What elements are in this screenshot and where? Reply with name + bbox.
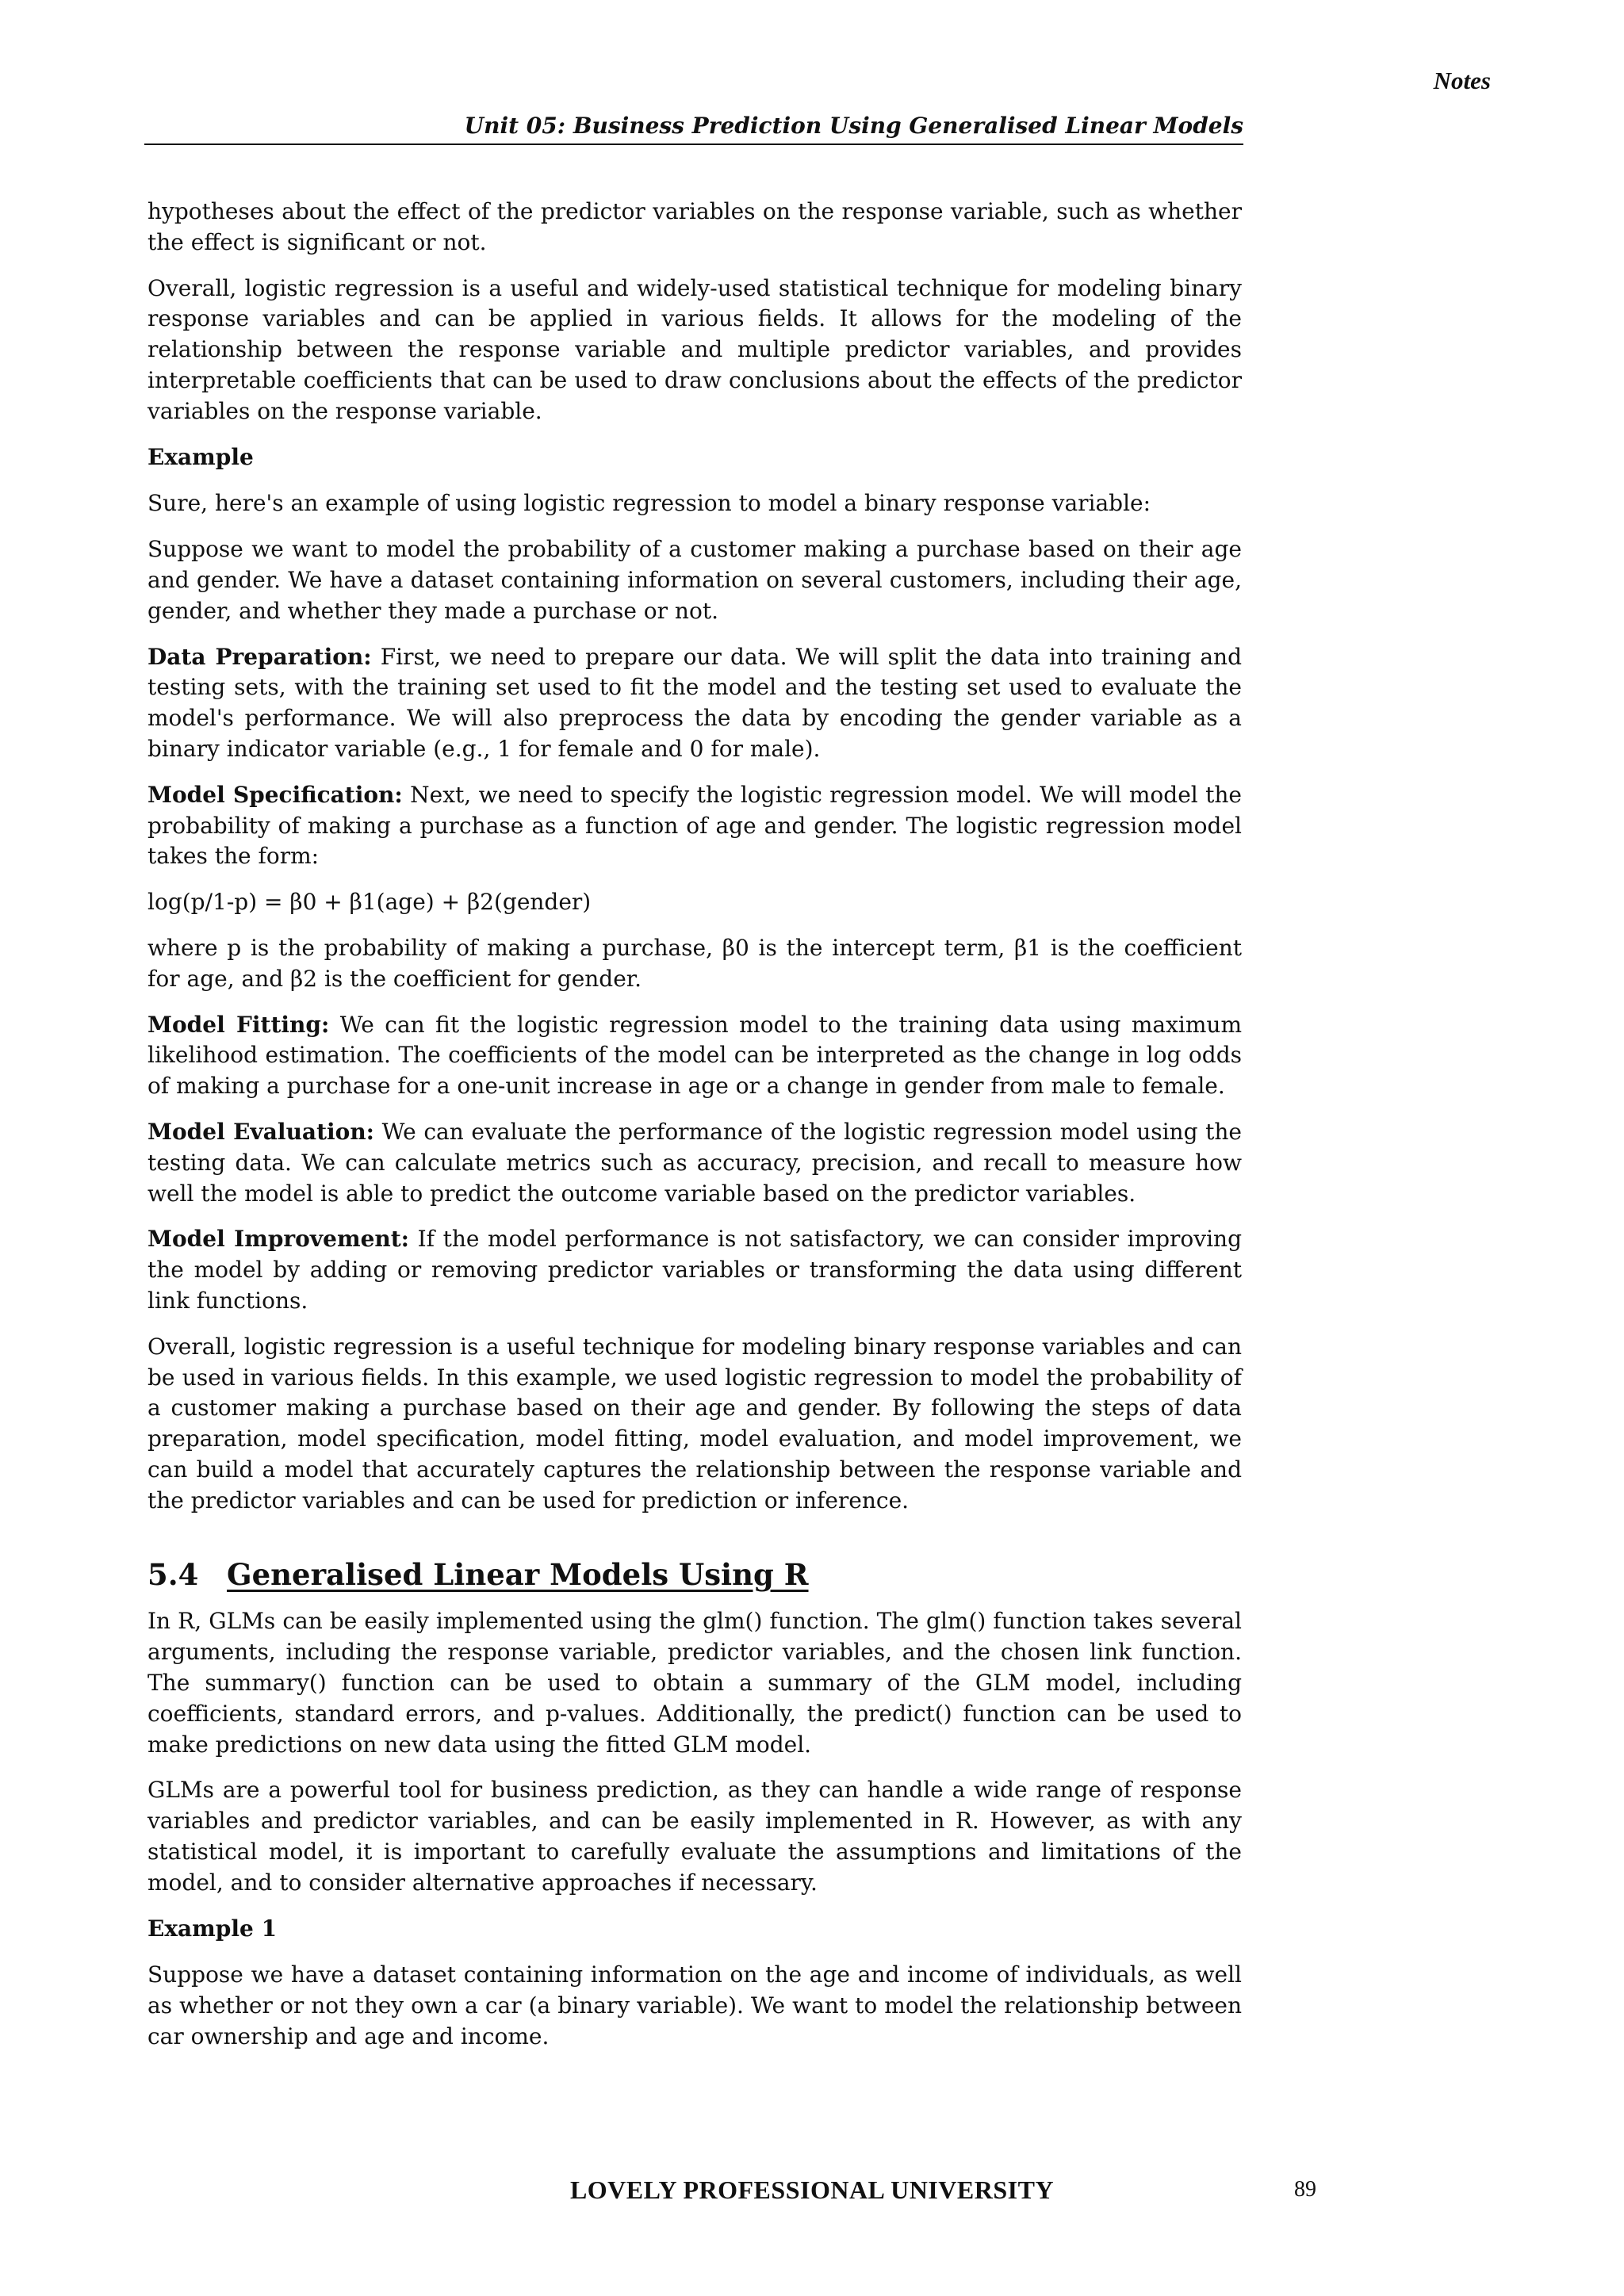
notes-label: Notes: [1433, 67, 1491, 94]
model-specification-paragraph: [147, 780, 1242, 872]
model-fitting-paragraph: [147, 1010, 1242, 1102]
section-number: 5.4: [147, 1557, 199, 1593]
data-preparation-paragraph: [147, 642, 1242, 765]
model-specification-label: Model Specification:: [147, 781, 403, 808]
example1-heading: Example 1: [147, 1915, 278, 1942]
model-specification-text: Next, we need to specify the logistic regression model. We will model the probability of making a purchase as a function of age and gender. The logistic regression model takes the form:: [147, 781, 1243, 870]
page-body: [147, 197, 1242, 2068]
model-fitting-text: We can fit the logistic regression model to the training data using maximum likelihood estimation. The coefficients of the model can be interpreted as the change in log odds of making a purchase for a one-unit increase in age or a change in gender from male to female.: [147, 1011, 1242, 1100]
model-evaluation-paragraph: [147, 1117, 1242, 1209]
model-evaluation-text: We can evaluate the performance of the logistic regression model using the testing data. We can calculate metrics such as accuracy, precision, and recall to measure how well the model is able to predict the outcome variable based on the predictor variables.: [147, 1118, 1242, 1207]
model-fitting-label: Model Fitting:: [147, 1011, 330, 1038]
data-preparation-label: Data Preparation:: [147, 643, 372, 670]
section-title: Generalised Linear Models Using R: [227, 1557, 809, 1593]
section-paragraph: In R, GLMs can be easily implemented using the glm() function. The glm() function takes several arguments, including the response variable, predictor variables, and the chosen link function. The summary() function can be used to obtain a summary of the GLM model, including coefficients, standard errors, and p-values. Additionally, the predict() function can be used to make predictions on new data using the fitted GLM model.: [147, 1608, 1242, 1758]
example-setup: Suppose we want to model the probability of a customer making a purchase based on their age and gender. We have a dataset containing information on several customers, including their age, gender, and whether they made a purchase or not.: [147, 536, 1242, 624]
example-heading: Example: [147, 443, 254, 470]
section-heading: [147, 1556, 1242, 1594]
example1-text: Suppose we have a dataset containing information on the age and income of individuals, as well as whether or not they own a car (a binary variable). We want to model the relationship between car ownership and age and income.: [147, 1961, 1242, 2050]
model-improvement-paragraph: [147, 1224, 1242, 1316]
section-paragraph: GLMs are a powerful tool for business prediction, as they can handle a wide range of response variables and predictor variables, and can be easily implemented in R. However, as with any statistical model, it is important to carefully evaluate the assumptions and limitations of the model, and to consider alternative approaches if necessary.: [147, 1777, 1242, 1896]
model-evaluation-label: Model Evaluation:: [147, 1118, 375, 1145]
page-number: 89: [1294, 2177, 1316, 2202]
overall-summary: Overall, logistic regression is a useful technique for modeling binary response variables and can be used in various fields. In this example, we used logistic regression to model the probability of a customer making a purchase based on their age and gender. By following the steps of data preparation, model specification, model fitting, model evaluation, and model improvement, we can build a model that accurately captures the relationship between the response variable and the predictor variables and can be used for prediction or inference.: [147, 1333, 1242, 1513]
model-improvement-label: Model Improvement:: [147, 1226, 410, 1253]
footer-university: LOVELY PROFESSIONAL UNIVERSITY: [569, 2175, 1055, 2204]
formula-explanation: where p is the probability of making a purchase, β0 is the intercept term, β1 is the coefficient for age, and β2 is the coefficient for gender.: [147, 934, 1242, 992]
example-intro: Sure, here's an example of using logistic regression to model a binary response variable:: [147, 490, 1151, 517]
paragraph: hypotheses about the effect of the predictor variables on the response variable, such as whether the effect is significant or not.: [147, 198, 1242, 255]
paragraph: Overall, logistic regression is a useful and widely-used statistical technique for modeling binary response variables and can be applied in various fields. It allows for the modeling of the relationship between the response variable and multiple predictor variables, and provides interpretable coefficients that can be used to draw conclusions about the effects of the predictor variables on the response variable.: [147, 274, 1242, 424]
model-improvement-text: If the model performance is not satisfactory, we can consider improving the model by adding or removing predictor variables or transforming the data using different link functions.: [147, 1226, 1242, 1314]
logistic-formula: log(p/1-p) = β0 + β1(age) + β2(gender): [147, 889, 592, 916]
data-preparation-text: First, we need to prepare our data. We will split the data into training and testing sets, with the training set used to fit the model and the testing set used to evaluate the model's performance. We will also preprocess the data by encoding the gender variable as a binary indicator variable (e.g., 1 for female and 0 for male).: [147, 643, 1242, 762]
running-head: Unit 05: Business Prediction Using Generalised Linear Models: [144, 113, 1243, 145]
